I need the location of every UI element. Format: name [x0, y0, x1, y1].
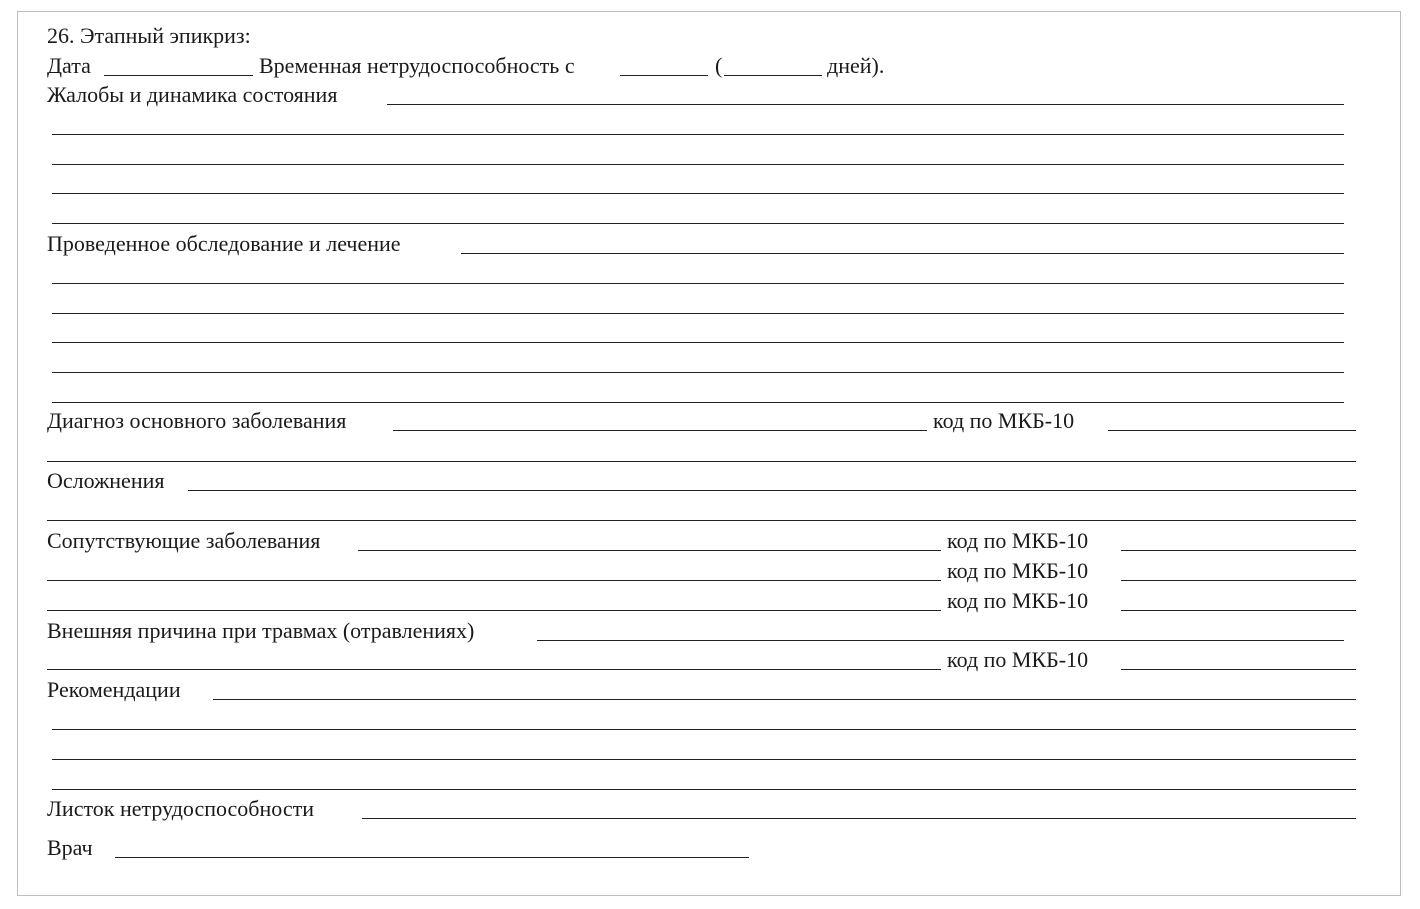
exam-label: Проведенное обследование и лечение: [47, 231, 401, 256]
comorbid-line[interactable]: [47, 580, 941, 581]
disability-start-field[interactable]: [620, 75, 708, 76]
comorbid-icd-field[interactable]: [1121, 580, 1356, 581]
section-title: 26. Этапный эпикриз:: [47, 23, 251, 48]
doctor-field[interactable]: [115, 857, 749, 858]
external-icd-field[interactable]: [1121, 669, 1356, 670]
diagnosis-label: Диагноз основного заболевания: [47, 408, 347, 433]
exam-field[interactable]: [461, 253, 1344, 254]
comorbid-label: Сопутствующие заболевания: [47, 528, 321, 553]
sick-leave-field[interactable]: [362, 818, 1356, 819]
diagnosis-field[interactable]: [393, 430, 927, 431]
exam-line[interactable]: [52, 342, 1344, 343]
complications-label: Осложнения: [47, 468, 165, 493]
exam-line[interactable]: [52, 283, 1344, 284]
diagnosis-icd-label: код по МКБ-10: [933, 408, 1075, 433]
paren-open: (: [715, 53, 723, 78]
external-cause-label: Внешняя причина при травмах (отравлениях): [47, 618, 475, 643]
date-field[interactable]: [104, 75, 253, 76]
comorbid-icd-label: код по МКБ-10: [947, 588, 1089, 613]
complaints-line[interactable]: [52, 164, 1344, 165]
complications-line[interactable]: [47, 520, 1356, 521]
comorbid-icd-label: код по МКБ-10: [947, 528, 1089, 553]
days-label: дней).: [827, 53, 885, 78]
exam-line[interactable]: [52, 402, 1344, 403]
sick-leave-label: Листок нетрудоспособности: [47, 796, 314, 821]
date-label: Дата: [47, 53, 91, 78]
comorbid-field[interactable]: [358, 550, 941, 551]
external-icd-label: код по МКБ-10: [947, 647, 1089, 672]
diagnosis-icd-field[interactable]: [1108, 430, 1356, 431]
complications-field[interactable]: [188, 490, 1356, 491]
comorbid-icd-field[interactable]: [1121, 550, 1356, 551]
disability-days-field[interactable]: [724, 75, 822, 76]
doctor-label: Врач: [47, 835, 93, 860]
recommendations-line[interactable]: [52, 759, 1356, 760]
exam-line[interactable]: [52, 313, 1344, 314]
recommendations-field[interactable]: [213, 699, 1356, 700]
complaints-line[interactable]: [52, 134, 1344, 135]
comorbid-icd-label: код по МКБ-10: [947, 558, 1089, 583]
complaints-line[interactable]: [52, 223, 1344, 224]
complaints-label: Жалобы и динамика состояния: [47, 82, 338, 107]
complaints-field[interactable]: [387, 104, 1344, 105]
form-frame: [17, 11, 1401, 896]
comorbid-line[interactable]: [47, 610, 941, 611]
recommendations-line[interactable]: [52, 729, 1356, 730]
recommendations-line[interactable]: [52, 789, 1356, 790]
diagnosis-line[interactable]: [47, 461, 1356, 462]
external-cause-line[interactable]: [47, 669, 941, 670]
recommendations-label: Рекомендации: [47, 677, 181, 702]
exam-line[interactable]: [52, 372, 1344, 373]
disability-label: Временная нетрудоспособность с: [259, 53, 575, 78]
comorbid-icd-field[interactable]: [1121, 610, 1356, 611]
external-cause-field[interactable]: [537, 640, 1344, 641]
complaints-line[interactable]: [52, 193, 1344, 194]
